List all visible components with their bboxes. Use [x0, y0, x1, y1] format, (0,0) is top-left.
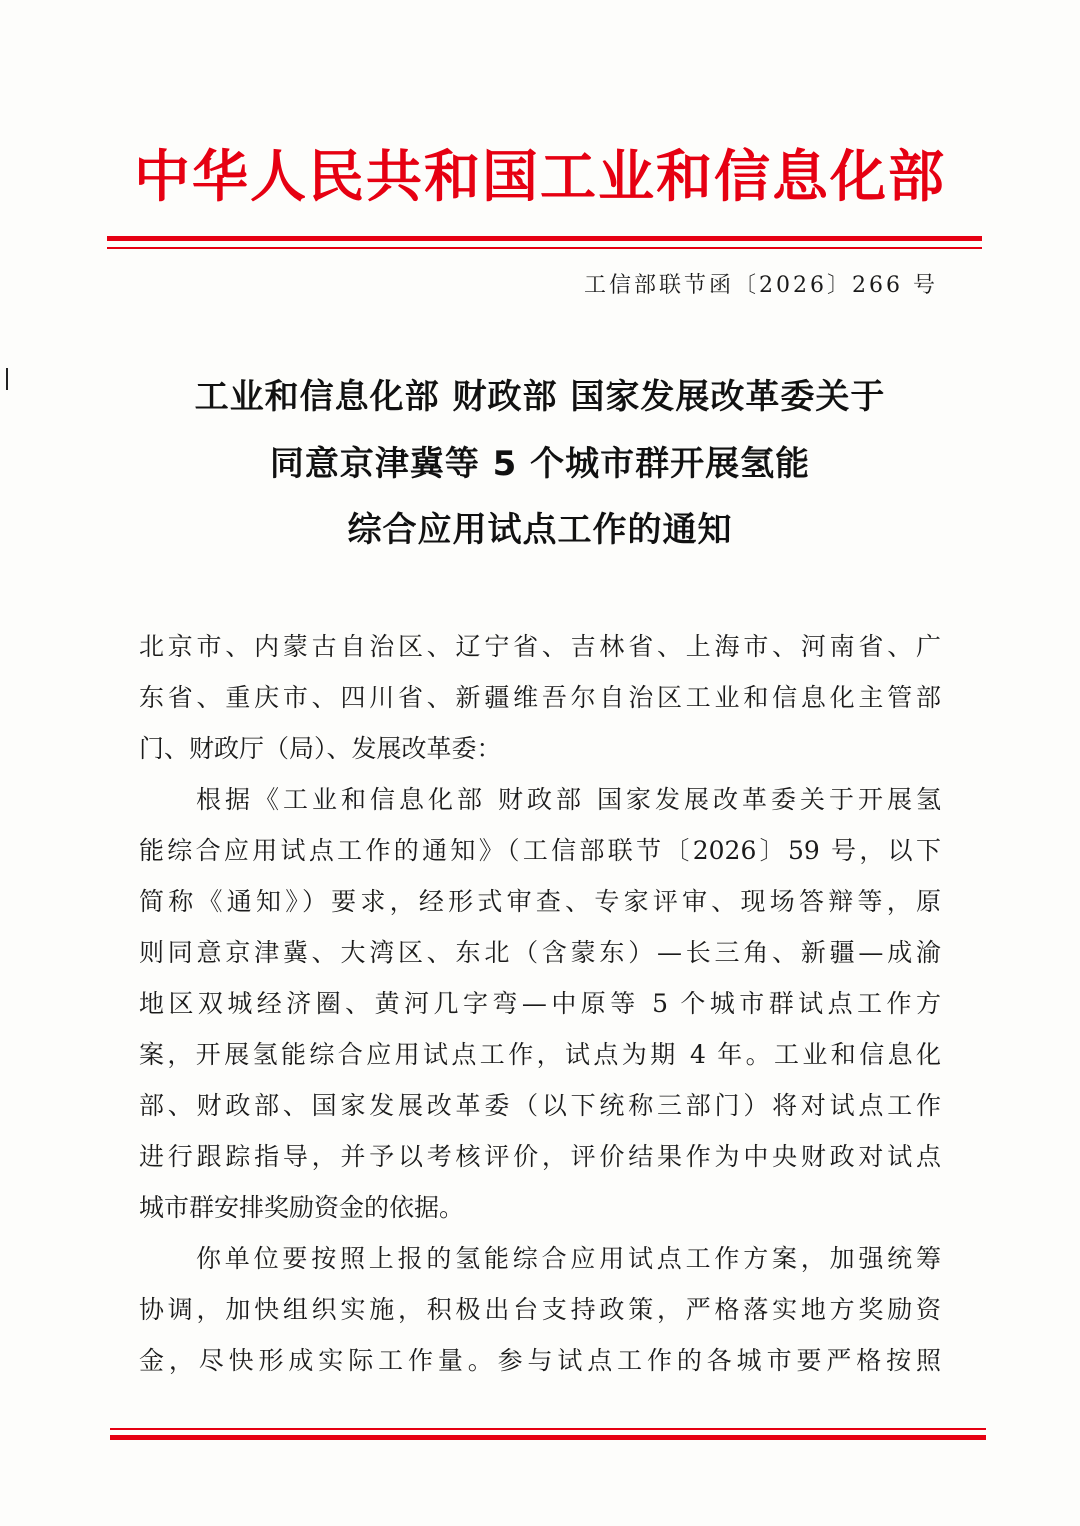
- paragraph-2-line: 你单位要按照上报的氢能综合应用试点工作方案，加强统筹: [196, 1244, 941, 1273]
- paragraph-2-line: 金，尽快形成实际工作量。参与试点工作的各城市要严格按照: [139, 1346, 941, 1375]
- paragraph-2-line: 协调，加快组织实施，积极出台支持政策，严格落实地方奖励资: [139, 1295, 941, 1324]
- paragraph-1-line: 进行跟踪指导，并予以考核评价，评价结果作为中央财政对试点: [139, 1142, 941, 1171]
- document-title-line-1: 工业和信息化部 财政部 国家发展改革委关于: [194, 377, 886, 417]
- paragraph-1-line: 则同意京津冀、大湾区、东北（含蒙东）—长三角、新疆—成渝: [139, 938, 941, 967]
- ministry-header: 中华人民共和国工业和信息化部: [134, 145, 946, 210]
- document-title-line-3: 综合应用试点工作的通知: [347, 510, 733, 550]
- header-rule-thin: [107, 247, 982, 249]
- paragraph-1-line: 能综合应用试点工作的通知》（工信部联节〔2026〕59 号，以下: [139, 836, 941, 865]
- addressee-line: 门、财政厅（局）、发展改革委：: [139, 734, 502, 763]
- document-number: 工信部联节函〔2026〕266 号: [584, 273, 938, 298]
- paragraph-1-line: 地区双城经济圈、黄河几字弯—中原等 5 个城市群试点工作方: [139, 989, 941, 1018]
- paragraph-1-line: 案，开展氢能综合应用试点工作，试点为期 4 年。工业和信息化: [139, 1040, 941, 1069]
- addressee-line: 北京市、内蒙古自治区、辽宁省、吉林省、上海市、河南省、广: [139, 632, 941, 661]
- paragraph-1-line: 城市群安排奖励资金的依据。: [139, 1193, 465, 1222]
- paragraph-1-line: 部、财政部、国家发展改革委（以下统称三部门）将对试点工作: [139, 1091, 941, 1120]
- footer-rule-thick: [110, 1435, 986, 1440]
- document-title-line-2: 同意京津冀等 5 个城市群开展氢能: [269, 444, 811, 484]
- addressee-line: 东省、重庆市、四川省、新疆维吾尔自治区工业和信息化主管部: [139, 683, 941, 712]
- paragraph-1-line: 根据《工业和信息化部 财政部 国家发展改革委关于开展氢: [196, 785, 941, 814]
- paragraph-1-line: 简称《通知》）要求，经形式审查、专家评审、现场答辩等，原: [139, 887, 941, 916]
- footer-rule-thin: [110, 1428, 986, 1430]
- header-rule-thick: [107, 236, 982, 241]
